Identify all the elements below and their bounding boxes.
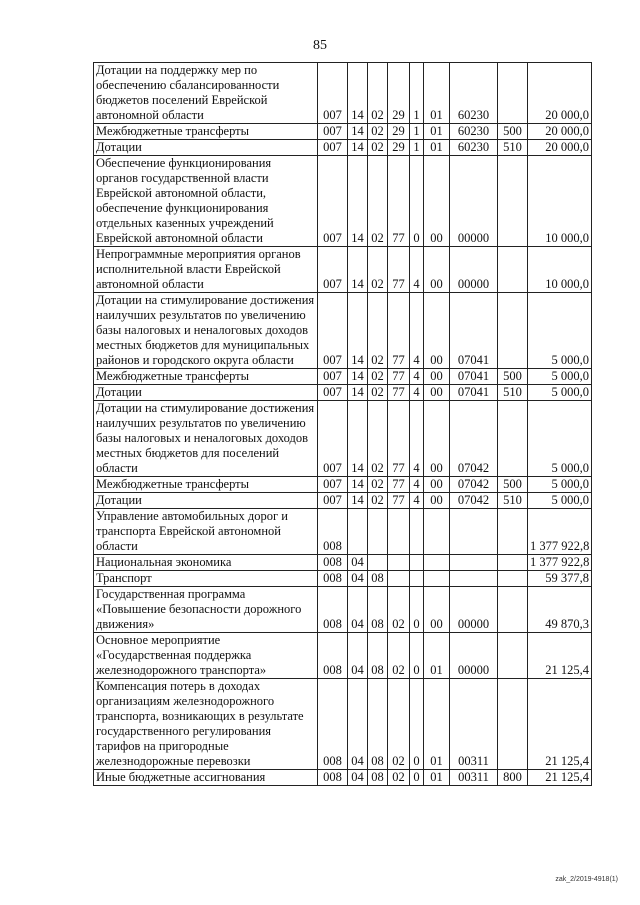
subsection-code: 08: [368, 633, 388, 679]
subsection-code: 02: [368, 493, 388, 509]
program-code: 29: [388, 124, 410, 140]
expense-type-code: 500: [498, 124, 528, 140]
amount: 5 000,0: [528, 401, 592, 477]
row-name: Компенсация потерь в доходах организациям железнодорожного транспорта, возникающих в результате государственного регулирования тарифов на пригородные железнодорожные перевозки: [94, 679, 318, 770]
event-code: 00: [424, 385, 450, 401]
row-name: Дотации на стимулирование достижения наилучших результатов по увеличению базы налоговых и неналоговых доходов местных бюджетов для муниципальных районов и городского округа области: [94, 293, 318, 369]
admin-code: 008: [318, 587, 348, 633]
section-code: 14: [348, 140, 368, 156]
row-name: Транспорт: [94, 571, 318, 587]
admin-code: 008: [318, 509, 348, 555]
section-code: 14: [348, 477, 368, 493]
event-code: 00: [424, 401, 450, 477]
event-code: 00: [424, 247, 450, 293]
expense-type-code: 800: [498, 770, 528, 786]
event-code: 00: [424, 493, 450, 509]
subsection-code: 02: [368, 477, 388, 493]
subprogram-code: 0: [410, 633, 424, 679]
row-name: Дотации на стимулирование достижения наилучших результатов по увеличению базы налоговых и неналоговых доходов местных бюджетов для поселений области: [94, 401, 318, 477]
admin-code: 007: [318, 124, 348, 140]
direction-code: [450, 509, 498, 555]
section-code: 14: [348, 247, 368, 293]
subsection-code: [368, 555, 388, 571]
table-row: [94, 587, 592, 633]
event-code: [424, 509, 450, 555]
section-code: 14: [348, 156, 368, 247]
table-row: [94, 140, 592, 156]
table-row: [94, 124, 592, 140]
table-row: [94, 156, 592, 247]
subsection-code: 02: [368, 156, 388, 247]
row-name: Дотации: [94, 140, 318, 156]
admin-code: 008: [318, 571, 348, 587]
subsection-code: 02: [368, 124, 388, 140]
subprogram-code: [410, 509, 424, 555]
expense-type-code: [498, 293, 528, 369]
row-name: Дотации: [94, 493, 318, 509]
expense-type-code: 500: [498, 477, 528, 493]
event-code: 00: [424, 477, 450, 493]
event-code: 00: [424, 156, 450, 247]
subsection-code: 02: [368, 369, 388, 385]
subprogram-code: 4: [410, 247, 424, 293]
subsection-code: 02: [368, 247, 388, 293]
table-row: [94, 293, 592, 369]
subsection-code: [368, 509, 388, 555]
direction-code: [450, 555, 498, 571]
subprogram-code: 1: [410, 124, 424, 140]
subprogram-code: 1: [410, 63, 424, 124]
expense-type-code: [498, 555, 528, 571]
subprogram-code: 4: [410, 493, 424, 509]
amount: 5 000,0: [528, 385, 592, 401]
direction-code: 07041: [450, 385, 498, 401]
expense-type-code: [498, 571, 528, 587]
event-code: 00: [424, 587, 450, 633]
section-code: 04: [348, 571, 368, 587]
subsection-code: 08: [368, 587, 388, 633]
admin-code: 008: [318, 770, 348, 786]
admin-code: 007: [318, 156, 348, 247]
admin-code: 008: [318, 633, 348, 679]
admin-code: 008: [318, 555, 348, 571]
subsection-code: 02: [368, 140, 388, 156]
amount: 5 000,0: [528, 293, 592, 369]
event-code: 01: [424, 140, 450, 156]
row-name: Дотации на поддержку мер по обеспечению сбалансированности бюджетов поселений Еврейской автономной области: [94, 63, 318, 124]
amount: 21 125,4: [528, 633, 592, 679]
subsection-code: 02: [368, 63, 388, 124]
program-code: 77: [388, 293, 410, 369]
admin-code: 007: [318, 477, 348, 493]
table-row: [94, 770, 592, 786]
subsection-code: 08: [368, 679, 388, 770]
table-row: [94, 509, 592, 555]
amount: 5 000,0: [528, 493, 592, 509]
event-code: 01: [424, 63, 450, 124]
direction-code: 00311: [450, 770, 498, 786]
section-code: 14: [348, 493, 368, 509]
admin-code: 007: [318, 247, 348, 293]
expense-type-code: 510: [498, 385, 528, 401]
event-code: 00: [424, 293, 450, 369]
table-row: [94, 401, 592, 477]
table-row: [94, 555, 592, 571]
admin-code: 007: [318, 385, 348, 401]
direction-code: 07041: [450, 369, 498, 385]
subsection-code: 08: [368, 770, 388, 786]
program-code: 77: [388, 401, 410, 477]
subprogram-code: 1: [410, 140, 424, 156]
program-code: 29: [388, 63, 410, 124]
subprogram-code: 0: [410, 679, 424, 770]
direction-code: 00311: [450, 679, 498, 770]
event-code: 00: [424, 369, 450, 385]
direction-code: 60230: [450, 124, 498, 140]
row-name: Основное мероприятие «Государственная поддержка железнодорожного транспорта»: [94, 633, 318, 679]
subprogram-code: 0: [410, 156, 424, 247]
admin-code: 007: [318, 63, 348, 124]
row-name: Государственная программа «Повышение безопасности дорожного движения»: [94, 587, 318, 633]
admin-code: 008: [318, 679, 348, 770]
amount: 10 000,0: [528, 156, 592, 247]
program-code: 77: [388, 477, 410, 493]
admin-code: 007: [318, 140, 348, 156]
admin-code: 007: [318, 493, 348, 509]
expense-type-code: 510: [498, 140, 528, 156]
expense-type-code: [498, 247, 528, 293]
page-number: 85: [313, 38, 327, 53]
event-code: [424, 555, 450, 571]
row-name: Дотации: [94, 385, 318, 401]
program-code: 77: [388, 156, 410, 247]
section-code: 04: [348, 679, 368, 770]
admin-code: 007: [318, 401, 348, 477]
expense-type-code: [498, 587, 528, 633]
section-code: 04: [348, 633, 368, 679]
subsection-code: 02: [368, 401, 388, 477]
direction-code: 00000: [450, 633, 498, 679]
amount: 5 000,0: [528, 369, 592, 385]
program-code: [388, 509, 410, 555]
event-code: 01: [424, 124, 450, 140]
program-code: [388, 571, 410, 587]
expense-type-code: 500: [498, 369, 528, 385]
amount: 1 377 922,8: [528, 555, 592, 571]
amount: 21 125,4: [528, 770, 592, 786]
section-code: 14: [348, 369, 368, 385]
section-code: 04: [348, 555, 368, 571]
subprogram-code: 4: [410, 369, 424, 385]
event-code: 01: [424, 679, 450, 770]
program-code: 02: [388, 587, 410, 633]
program-code: 77: [388, 493, 410, 509]
subprogram-code: 0: [410, 770, 424, 786]
admin-code: 007: [318, 369, 348, 385]
expense-type-code: [498, 401, 528, 477]
subprogram-code: [410, 571, 424, 587]
section-code: 04: [348, 770, 368, 786]
table-row: [94, 679, 592, 770]
section-code: [348, 509, 368, 555]
amount: 49 870,3: [528, 587, 592, 633]
section-code: 14: [348, 124, 368, 140]
amount: 20 000,0: [528, 63, 592, 124]
amount: 20 000,0: [528, 140, 592, 156]
program-code: 02: [388, 633, 410, 679]
expense-type-code: [498, 509, 528, 555]
table-row: [94, 477, 592, 493]
section-code: 14: [348, 401, 368, 477]
event-code: 01: [424, 770, 450, 786]
table-row: [94, 247, 592, 293]
document-id: zak_2/2019-4918(1): [555, 876, 618, 883]
row-name: Национальная экономика: [94, 555, 318, 571]
subprogram-code: 0: [410, 587, 424, 633]
direction-code: 60230: [450, 140, 498, 156]
admin-code: 007: [318, 293, 348, 369]
table-row: [94, 571, 592, 587]
table-row: [94, 385, 592, 401]
program-code: 77: [388, 247, 410, 293]
budget-table: [93, 62, 592, 786]
amount: 21 125,4: [528, 679, 592, 770]
table-row: [94, 633, 592, 679]
direction-code: 07042: [450, 401, 498, 477]
section-code: 04: [348, 587, 368, 633]
subprogram-code: 4: [410, 385, 424, 401]
event-code: 01: [424, 633, 450, 679]
event-code: [424, 571, 450, 587]
row-name: Обеспечение функционирования органов государственной власти Еврейской автономной области, обеспечение функционирования отдельных казенных учреждений Еврейской автономной области: [94, 156, 318, 247]
subprogram-code: 4: [410, 293, 424, 369]
subsection-code: 08: [368, 571, 388, 587]
section-code: 14: [348, 63, 368, 124]
program-code: 02: [388, 770, 410, 786]
table-row: [94, 369, 592, 385]
subprogram-code: 4: [410, 477, 424, 493]
program-code: 02: [388, 679, 410, 770]
expense-type-code: 510: [498, 493, 528, 509]
row-name: Межбюджетные трансферты: [94, 369, 318, 385]
direction-code: 60230: [450, 63, 498, 124]
amount: 5 000,0: [528, 477, 592, 493]
table-row: [94, 493, 592, 509]
subsection-code: 02: [368, 385, 388, 401]
row-name: Непрограммные мероприятия органов исполнительной власти Еврейской автономной области: [94, 247, 318, 293]
budget-rows: [94, 63, 592, 786]
row-name: Межбюджетные трансферты: [94, 477, 318, 493]
direction-code: 07042: [450, 477, 498, 493]
direction-code: 07041: [450, 293, 498, 369]
amount: 20 000,0: [528, 124, 592, 140]
subsection-code: 02: [368, 293, 388, 369]
program-code: [388, 555, 410, 571]
section-code: 14: [348, 293, 368, 369]
amount: 10 000,0: [528, 247, 592, 293]
amount: 59 377,8: [528, 571, 592, 587]
direction-code: 07042: [450, 493, 498, 509]
row-name: Иные бюджетные ассигнования: [94, 770, 318, 786]
expense-type-code: [498, 156, 528, 247]
expense-type-code: [498, 633, 528, 679]
direction-code: 00000: [450, 156, 498, 247]
row-name: Межбюджетные трансферты: [94, 124, 318, 140]
subprogram-code: 4: [410, 401, 424, 477]
direction-code: 00000: [450, 587, 498, 633]
expense-type-code: [498, 679, 528, 770]
expense-type-code: [498, 63, 528, 124]
section-code: 14: [348, 385, 368, 401]
row-name: Управление автомобильных дорог и транспорта Еврейской автономной области: [94, 509, 318, 555]
program-code: 29: [388, 140, 410, 156]
subprogram-code: [410, 555, 424, 571]
program-code: 77: [388, 385, 410, 401]
direction-code: [450, 571, 498, 587]
amount: 1 377 922,8: [528, 509, 592, 555]
direction-code: 00000: [450, 247, 498, 293]
table-row: [94, 63, 592, 124]
program-code: 77: [388, 369, 410, 385]
